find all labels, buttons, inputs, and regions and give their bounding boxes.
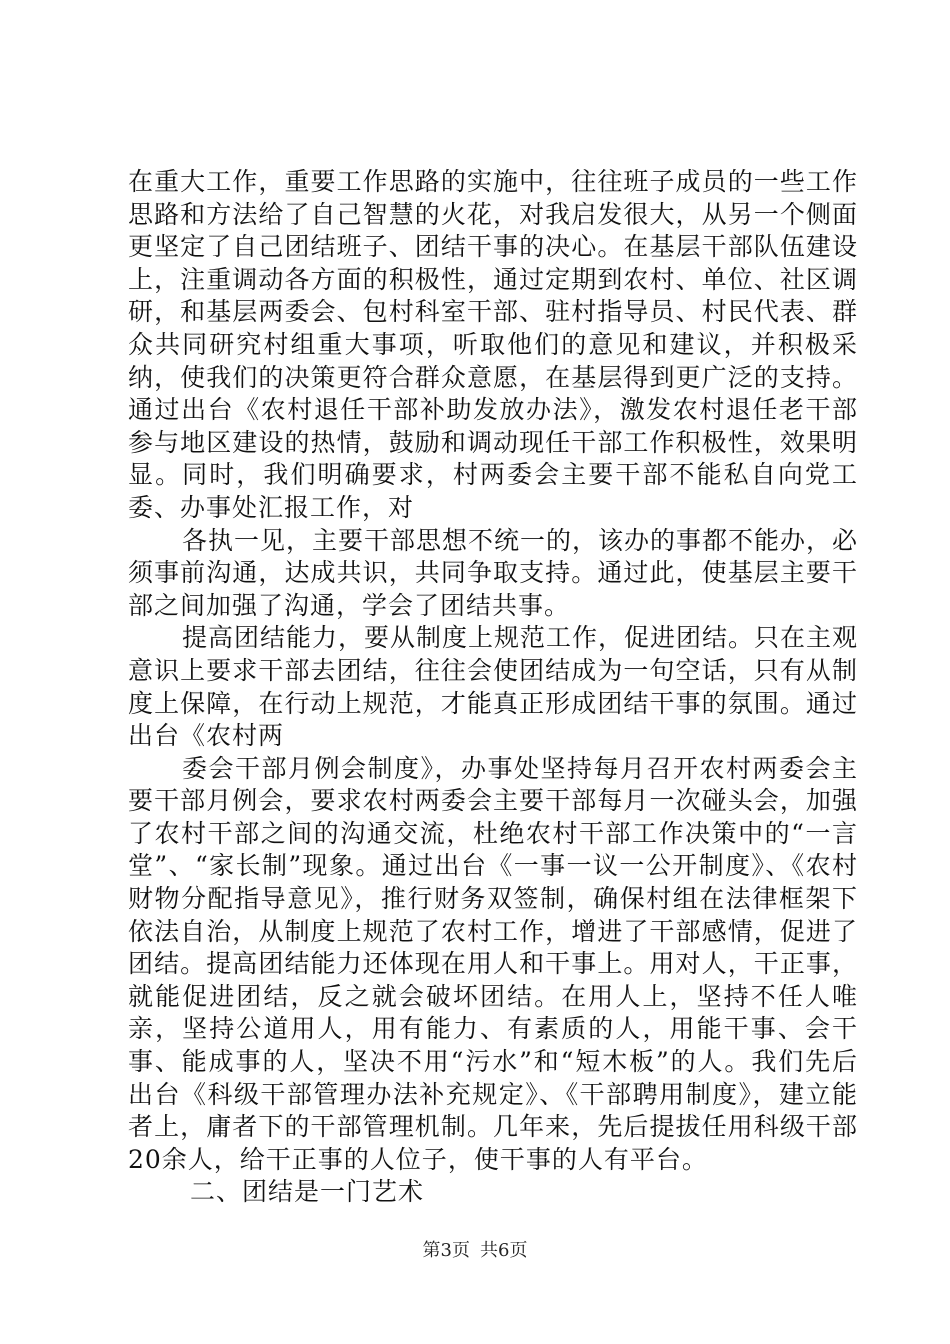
body-text bbox=[128, 166, 858, 1209]
paragraph-2: 各执一见，主要干部思想不统一的，该办的事都不能办，必须事前沟通，达成共识，共同争取支持。通过此，使基层主要干部之间加强了沟通，学会了团结共事。 bbox=[128, 525, 859, 620]
page-total: 共6页 bbox=[480, 1240, 528, 1261]
page-number: 第3页 bbox=[422, 1240, 470, 1261]
paragraph-4: 委会干部月例会制度》，办事处坚持每月召开农村两委会主要干部月例会，要求农村两委会主要干部每月一次碰头会，加强了农村干部之间的沟通交流，杜绝农村干部工作决策中的“一言堂”、“家长制”现象。通过出台《一事一议一公开制度》、《农村财物分配指导意见》，推行财务双签制，确保村组在法律框架下依法自治，从制度上规范了农村工作，增进了干部感情，促进了团结。提高团结能力还体现在用人和干事上。用对人，干正事，就能促进团结，反之就会破坏团结。在用人上，坚持不任人唯亲，坚持公道用人，用有能力、有素质的人，用能干事、会干事、能成事的人，坚决不用“污水”和“短木板”的人。我们先后出台《科级干部管理办法补充规定》、《干部聘用制度》，建立能者上，庸者下的干部管理机制。几年来，先后提拔任用科级干部20余人，给干正事的人位子，使干事的人有平台。 bbox=[128, 753, 858, 1174]
paragraph-3: 提高团结能力，要从制度上规范工作，促进团结。只在主观意识上要求干部去团结，往往会使团结成为一句空话，只有从制度上保障，在行动上规范，才能真正形成团结干事的氛围。通过出台《农村两 bbox=[128, 623, 859, 751]
page-footer bbox=[0, 1239, 950, 1263]
section-heading: 二、团结是一门艺术 bbox=[190, 1177, 425, 1207]
paragraph-1: 在重大工作，重要工作思路的实施中，往往班子成员的一些工作思路和方法给了自己智慧的火花，对我启发很大，从另一个侧面更坚定了自己团结班子、团结干事的决心。在基层干部队伍建设上，注重调动各方面的积极性，通过定期到农村、单位、社区调研，和基层两委会、包村科室干部、驻村指导员、村民代表、群众共同研究村组重大事项，听取他们的意见和建议，并积极采纳，使我们的决策更符合群众意愿，在基层得到更广泛的支持。通过出台《农村退任干部补助发放办法》，激发农村退任老干部参与地区建设的热情，鼓励和调动现任干部工作积极性，效果明显。同时，我们明确要求，村两委会主要干部不能私自向党工委、办事处汇报工作，对 bbox=[128, 167, 858, 522]
